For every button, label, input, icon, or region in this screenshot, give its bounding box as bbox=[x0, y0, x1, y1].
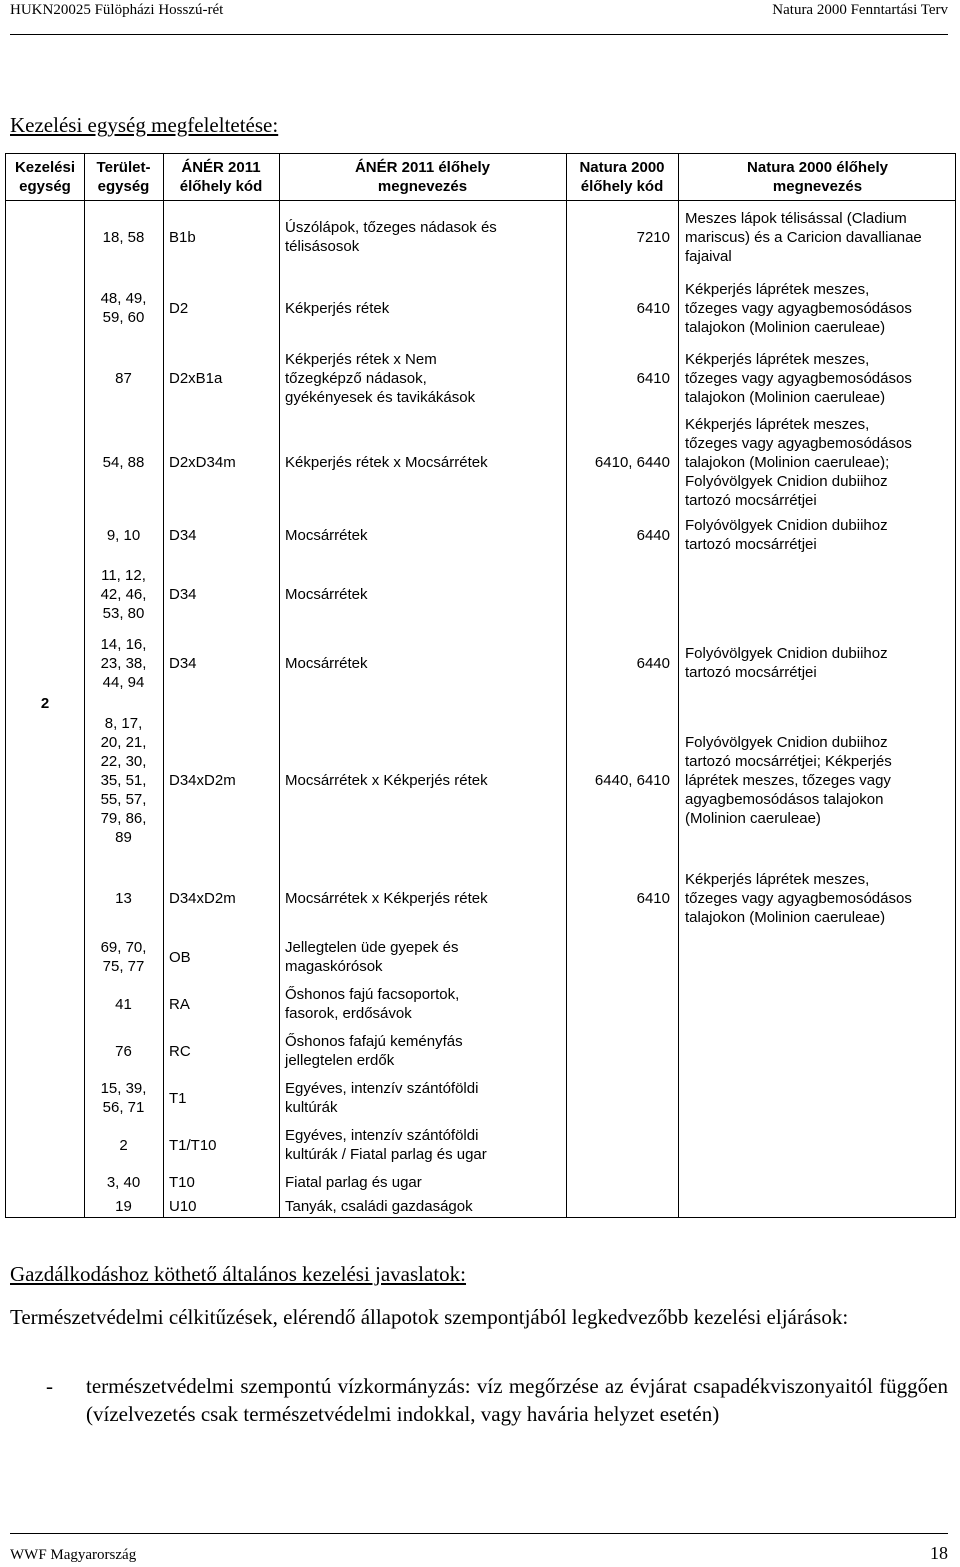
cell-natura-kod-line: 6440, 6410 bbox=[594, 771, 670, 789]
cell-aner-kod bbox=[169, 585, 277, 604]
cell-natura-megnevezes-line: Folyóvölgyek Cnidion dubiihoz bbox=[685, 733, 888, 751]
header-line: ÁNÉR 2011 bbox=[181, 159, 261, 176]
cell-aner-megnevezes bbox=[285, 453, 563, 472]
header-aner-kod bbox=[163, 158, 279, 196]
cell-natura-kod bbox=[566, 771, 670, 790]
cell-aner-kod-line: D2xB1a bbox=[169, 369, 223, 387]
cell-natura-megnevezes-line: tartozó mocsárrétjei; Kékperjés bbox=[685, 752, 892, 770]
cell-aner-megnevezes-line: télisásosok bbox=[285, 238, 360, 255]
cell-natura-megnevezes-line: talajokon (Molinion caeruleae); bbox=[685, 453, 890, 471]
header-left: HUKN20025 Fülöpházi Hosszú-rét bbox=[10, 2, 224, 18]
cell-aner-kod-line: RC bbox=[169, 1042, 191, 1060]
header-kezelesi bbox=[6, 158, 84, 196]
cell-aner-kod bbox=[169, 1197, 277, 1216]
cell-teruletegyseg-line: 35, 51, bbox=[100, 771, 147, 789]
header-rule bbox=[10, 34, 948, 35]
cell-teruletegyseg-line: 23, 38, bbox=[100, 654, 147, 672]
page-header bbox=[10, 0, 948, 28]
cell-aner-kod bbox=[169, 1089, 277, 1108]
cell-aner-megnevezes bbox=[285, 1197, 563, 1216]
cell-natura-megnevezes-line: Kékperjés láprétek meszes, bbox=[685, 350, 870, 368]
cell-teruletegyseg-line: 55, 57, bbox=[100, 790, 147, 808]
cell-aner-kod-line: D34 bbox=[169, 526, 197, 544]
cell-aner-megnevezes-line: Jellegtelen üde gyepek és bbox=[285, 939, 459, 956]
cell-aner-megnevezes-line: kultúrák / Fiatal parlag és ugar bbox=[285, 1146, 487, 1163]
header-line: élőhely kód bbox=[580, 178, 664, 195]
cell-teruletegyseg-line: 13 bbox=[115, 889, 132, 907]
cell-natura-megnevezes bbox=[685, 870, 955, 927]
cell-teruletegyseg-line: 22, 30, bbox=[100, 752, 147, 770]
cell-natura-kod-line: 6440 bbox=[636, 526, 670, 544]
cell-teruletegyseg bbox=[84, 289, 163, 327]
cell-teruletegyseg bbox=[84, 635, 163, 692]
cell-teruletegyseg bbox=[84, 453, 163, 472]
cell-aner-megnevezes-line: Mocsárrétek x Kékperjés rétek bbox=[285, 771, 488, 789]
cell-teruletegyseg-line: 89 bbox=[115, 828, 132, 846]
col-divider bbox=[279, 154, 280, 1217]
cell-natura-megnevezes-line: Folyóvölgyek Cnidion dubiihoz bbox=[685, 472, 888, 490]
cell-aner-kod bbox=[169, 1136, 277, 1155]
cell-aner-kod-line: D34xD2m bbox=[169, 771, 236, 789]
cell-natura-megnevezes-line: Kékperjés láprétek meszes, bbox=[685, 280, 870, 298]
cell-natura-megnevezes-line: talajokon (Molinion caeruleae) bbox=[685, 908, 886, 926]
habitat-table bbox=[5, 153, 956, 1218]
cell-aner-megnevezes-line: Mocsárrétek bbox=[285, 654, 368, 672]
cell-aner-megnevezes bbox=[285, 218, 563, 256]
footer-org: WWF Magyarország bbox=[10, 1547, 137, 1563]
cell-natura-megnevezes-line: talajokon (Molinion caeruleae) bbox=[685, 318, 886, 336]
cell-teruletegyseg-line: 48, 49, bbox=[100, 290, 147, 307]
cell-teruletegyseg bbox=[84, 714, 163, 847]
cell-aner-kod-line: T1 bbox=[169, 1089, 187, 1107]
cell-natura-megnevezes-line: tőzeges vagy agyagbemosódásos bbox=[685, 299, 912, 317]
cell-teruletegyseg-line: 9, 10 bbox=[106, 526, 141, 544]
cell-aner-kod-line: D2xD34m bbox=[169, 453, 236, 471]
col-divider bbox=[678, 154, 679, 1217]
cell-aner-kod bbox=[169, 771, 277, 790]
cell-teruletegyseg-line: 87 bbox=[115, 369, 132, 387]
cell-natura-megnevezes bbox=[685, 280, 955, 337]
cell-aner-kod bbox=[169, 889, 277, 908]
cell-teruletegyseg-line: 42, 46, bbox=[100, 585, 147, 603]
col-divider bbox=[163, 154, 164, 1217]
cell-natura-kod bbox=[566, 889, 670, 908]
cell-natura-megnevezes-line: mariscus) és a Caricion davallianae bbox=[685, 228, 922, 246]
cell-natura-megnevezes-line: Kékperjés láprétek meszes, bbox=[685, 415, 870, 433]
cell-natura-megnevezes-line: tőzeges vagy agyagbemosódásos bbox=[685, 889, 912, 907]
header-right: Natura 2000 Fenntartási Terv bbox=[772, 2, 948, 18]
cell-teruletegyseg-line: 3, 40 bbox=[106, 1173, 141, 1191]
cell-teruletegyseg bbox=[84, 566, 163, 623]
cell-natura-megnevezes-line: Folyóvölgyek Cnidion dubiihoz bbox=[685, 645, 888, 662]
cell-teruletegyseg-line: 11, 12, bbox=[101, 566, 146, 584]
cell-aner-kod-line: T10 bbox=[169, 1173, 195, 1191]
cell-aner-megnevezes bbox=[285, 1173, 563, 1192]
cell-aner-kod bbox=[169, 1042, 277, 1061]
cell-aner-megnevezes-line: gyékényesek és tavikákások bbox=[285, 388, 476, 406]
cell-aner-megnevezes-line: Őshonos fafajú keményfás bbox=[285, 1033, 463, 1050]
cell-natura-megnevezes bbox=[685, 733, 955, 828]
cell-aner-kod bbox=[169, 995, 277, 1014]
cell-aner-kod-line: B1b bbox=[169, 228, 196, 246]
cell-natura-kod bbox=[566, 526, 670, 545]
cell-aner-kod bbox=[169, 369, 277, 388]
cell-natura-kod bbox=[566, 369, 670, 388]
cell-aner-kod-line: RA bbox=[169, 995, 190, 1013]
cell-natura-megnevezes-line: tőzeges vagy agyagbemosódásos bbox=[685, 369, 912, 387]
cell-teruletegyseg-line: 53, 80 bbox=[102, 604, 145, 622]
cell-aner-kod-line: D34 bbox=[169, 585, 197, 603]
cell-teruletegyseg-line: 8, 17, bbox=[104, 714, 143, 732]
cell-natura-megnevezes-line: talajokon (Molinion caeruleae) bbox=[685, 388, 886, 406]
cell-teruletegyseg bbox=[84, 1173, 163, 1192]
cell-teruletegyseg bbox=[84, 995, 163, 1014]
cell-aner-kod-line: D34 bbox=[169, 654, 197, 672]
management-subtitle: Gazdálkodáshoz köthető általános kezelési javaslatok: bbox=[10, 1262, 467, 1286]
cell-teruletegyseg-line: 75, 77 bbox=[102, 958, 145, 975]
cell-aner-kod-line: U10 bbox=[169, 1197, 197, 1215]
page-footer bbox=[10, 1533, 948, 1567]
cell-natura-megnevezes-line: tartozó mocsárrétjei bbox=[685, 491, 817, 509]
cell-aner-kod-line: T1/T10 bbox=[169, 1136, 217, 1154]
cell-natura-kod-line: 6410 bbox=[636, 889, 670, 907]
cell-teruletegyseg-line: 2 bbox=[119, 1136, 128, 1154]
cell-kezelesi-egyseg: 2 bbox=[40, 695, 50, 712]
cell-aner-megnevezes bbox=[285, 1032, 563, 1070]
cell-teruletegyseg bbox=[84, 1197, 163, 1216]
cell-aner-kod bbox=[169, 1173, 277, 1192]
cell-teruletegyseg-line: 14, 16, bbox=[100, 635, 147, 653]
header-aner-nev bbox=[279, 158, 566, 196]
cell-natura-megnevezes-line: (Molinion caeruleae) bbox=[685, 809, 821, 827]
cell-aner-kod bbox=[169, 299, 277, 318]
bullet-text: természetvédelmi szempontú vízkormányzás: víz megőrzése az évjárat csapadékviszonyaitól függően (vízelvezetés csak természetvédelmi indokkal, vagy havária helyzet esetén) bbox=[86, 1374, 948, 1426]
cell-natura-megnevezes bbox=[685, 350, 955, 407]
header-line: élőhely kód bbox=[179, 178, 263, 195]
cell-aner-kod bbox=[169, 654, 277, 673]
header-line: Natura 2000 élőhely bbox=[747, 159, 888, 176]
cell-aner-kod bbox=[169, 453, 277, 472]
header-line: egység bbox=[97, 178, 150, 195]
cell-aner-megnevezes bbox=[285, 299, 563, 318]
cell-natura-kod bbox=[566, 453, 670, 472]
header-line: Natura 2000 bbox=[579, 159, 665, 176]
cell-natura-megnevezes-line: Folyóvölgyek Cnidion dubiihoz bbox=[685, 517, 888, 534]
cell-aner-megnevezes-line: kultúrák bbox=[285, 1099, 338, 1116]
page-number: 18 bbox=[930, 1543, 948, 1563]
bullet-dash: - bbox=[46, 1374, 53, 1398]
cell-aner-kod-line: D2 bbox=[169, 299, 189, 317]
cell-natura-kod-line: 6410 bbox=[636, 299, 670, 317]
cell-aner-megnevezes-line: Mocsárrétek bbox=[285, 585, 368, 603]
cell-natura-megnevezes-line: Meszes lápok télisással (Cladium bbox=[685, 209, 907, 227]
cell-aner-megnevezes-line: jellegtelen erdők bbox=[285, 1052, 395, 1069]
header-natura-nev bbox=[678, 158, 957, 196]
cell-aner-megnevezes-line: Őshonos fajú facsoportok, bbox=[285, 986, 460, 1003]
cell-teruletegyseg-line: 54, 88 bbox=[102, 453, 145, 471]
cell-aner-megnevezes-line: Kékperjés rétek bbox=[285, 299, 390, 317]
cell-aner-kod-line: D34xD2m bbox=[169, 889, 236, 907]
cell-aner-megnevezes bbox=[285, 889, 563, 908]
cell-aner-megnevezes-line: Mocsárrétek bbox=[285, 526, 368, 544]
cell-aner-megnevezes bbox=[285, 654, 563, 673]
cell-natura-kod bbox=[566, 228, 670, 247]
cell-aner-megnevezes-line: Úszólápok, tőzeges nádasok és bbox=[285, 219, 497, 236]
cell-aner-kod bbox=[169, 948, 277, 967]
cell-aner-megnevezes-line: magaskórósok bbox=[285, 958, 383, 975]
cell-aner-megnevezes bbox=[285, 771, 563, 790]
cell-aner-megnevezes bbox=[285, 1126, 563, 1164]
section-title: Kezelési egység megfeleltetése: bbox=[10, 113, 279, 137]
cell-teruletegyseg-line: 56, 71 bbox=[102, 1099, 145, 1116]
cell-aner-megnevezes-line: Mocsárrétek x Kékperjés rétek bbox=[285, 889, 488, 907]
cell-teruletegyseg bbox=[84, 228, 163, 247]
cell-natura-megnevezes bbox=[685, 516, 955, 554]
cell-aner-megnevezes-line: Fiatal parlag és ugar bbox=[285, 1173, 422, 1191]
cell-teruletegyseg-line: 79, 86, bbox=[100, 809, 147, 827]
cell-aner-megnevezes-line: Tanyák, családi gazdaságok bbox=[285, 1197, 473, 1215]
header-line: ÁNÉR 2011 élőhely bbox=[354, 159, 491, 176]
cell-aner-kod bbox=[169, 228, 277, 247]
cell-aner-kod-line: OB bbox=[169, 948, 191, 966]
cell-aner-megnevezes-line: Kékperjés rétek x Nem bbox=[285, 350, 437, 368]
cell-natura-kod-line: 6410, 6440 bbox=[594, 453, 670, 471]
cell-teruletegyseg-line: 41 bbox=[115, 995, 132, 1013]
cell-aner-megnevezes-line: fasorok, erdősávok bbox=[285, 1005, 412, 1022]
objectives-paragraph: Természetvédelmi célkitűzések, elérendő állapotok szempontjából legkedvezőbb kezelési eljárások: bbox=[10, 1305, 849, 1329]
cell-natura-kod-line: 6440 bbox=[636, 654, 670, 672]
cell-teruletegyseg-line: 76 bbox=[115, 1042, 132, 1060]
cell-aner-megnevezes-line: tőzegképző nádasok, bbox=[285, 369, 427, 387]
cell-teruletegyseg bbox=[84, 1136, 163, 1155]
cell-teruletegyseg-line: 18, 58 bbox=[102, 228, 145, 246]
cell-teruletegyseg bbox=[84, 369, 163, 388]
header-line: megnevezés bbox=[377, 178, 468, 195]
cell-natura-megnevezes bbox=[685, 209, 955, 266]
cell-aner-megnevezes bbox=[285, 585, 563, 604]
cell-natura-kod bbox=[566, 654, 670, 673]
header-line: Terület- bbox=[96, 159, 151, 176]
cell-aner-megnevezes bbox=[285, 350, 563, 407]
cell-teruletegyseg bbox=[84, 938, 163, 976]
cell-natura-megnevezes-line: láprétek meszes, tőzeges vagy bbox=[685, 771, 891, 789]
cell-teruletegyseg-line: 59, 60 bbox=[102, 309, 145, 326]
cell-aner-kod bbox=[169, 526, 277, 545]
cell-aner-megnevezes-line: Egyéves, intenzív szántóföldi bbox=[285, 1080, 479, 1097]
cell-natura-megnevezes bbox=[685, 644, 955, 682]
cell-teruletegyseg bbox=[84, 1079, 163, 1117]
cell-natura-megnevezes bbox=[685, 415, 955, 510]
cell-aner-megnevezes bbox=[285, 938, 563, 976]
cell-teruletegyseg bbox=[84, 889, 163, 908]
cell-natura-kod-line: 7210 bbox=[636, 228, 670, 246]
cell-aner-megnevezes-line: Egyéves, intenzív szántóföldi bbox=[285, 1127, 479, 1144]
header-line: egység bbox=[19, 178, 71, 195]
cell-natura-megnevezes-line: fajaival bbox=[685, 247, 732, 265]
cell-teruletegyseg-line: 15, 39, bbox=[100, 1080, 147, 1097]
header-line: Kezelési bbox=[14, 159, 76, 176]
cell-teruletegyseg-line: 19 bbox=[115, 1197, 132, 1215]
footer-rule bbox=[10, 1533, 948, 1534]
cell-natura-megnevezes-line: Kékperjés láprétek meszes, bbox=[685, 870, 870, 888]
cell-teruletegyseg-line: 69, 70, bbox=[100, 939, 147, 956]
cell-teruletegyseg-line: 20, 21, bbox=[100, 733, 147, 751]
cell-natura-kod bbox=[566, 299, 670, 318]
header-natura-kod bbox=[566, 158, 678, 196]
cell-natura-megnevezes-line: agyagbemosódásos talajokon bbox=[685, 790, 884, 808]
cell-natura-kod-line: 6410 bbox=[636, 369, 670, 387]
cell-teruletegyseg bbox=[84, 1042, 163, 1061]
cell-natura-megnevezes-line: tartozó mocsárrétjei bbox=[685, 536, 817, 553]
cell-teruletegyseg bbox=[84, 526, 163, 545]
cell-teruletegyseg-line: 44, 94 bbox=[102, 673, 145, 691]
cell-natura-megnevezes-line: tartozó mocsárrétjei bbox=[685, 664, 817, 681]
header-divider bbox=[6, 200, 955, 201]
header-line: megnevezés bbox=[772, 178, 863, 195]
cell-aner-megnevezes bbox=[285, 526, 563, 545]
cell-aner-megnevezes bbox=[285, 1079, 563, 1117]
cell-aner-megnevezes bbox=[285, 985, 563, 1023]
header-terulet bbox=[84, 158, 163, 196]
cell-aner-megnevezes-line: Kékperjés rétek x Mocsárrétek bbox=[285, 453, 488, 471]
cell-natura-megnevezes-line: tőzeges vagy agyagbemosódásos bbox=[685, 434, 912, 452]
